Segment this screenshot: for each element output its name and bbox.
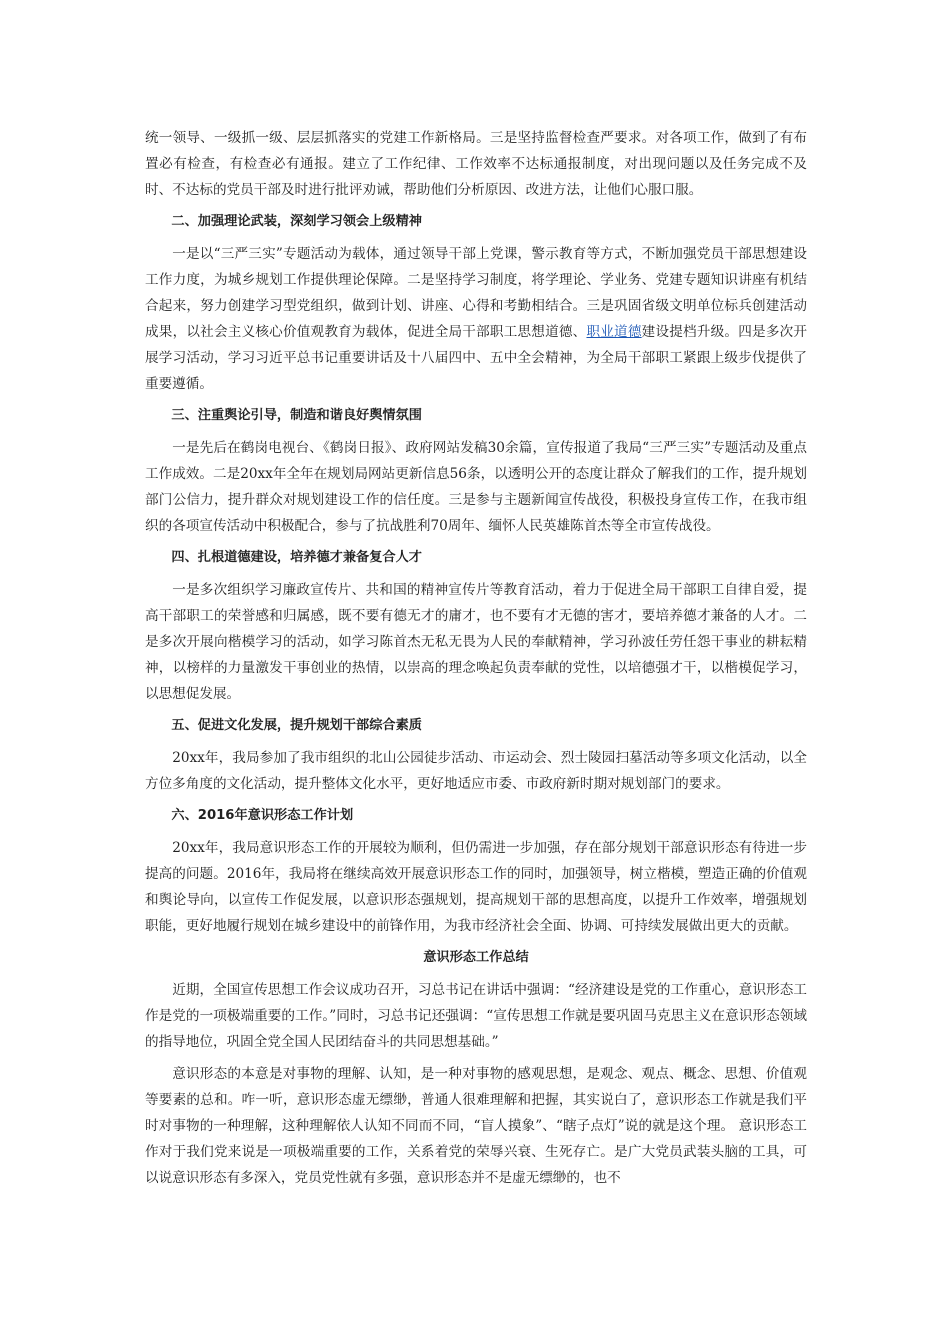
- section-heading-2: 二、加强理论武装，深刻学习领会上级精神: [171, 214, 422, 229]
- paragraph-section-6: 20xx年，我局意识形态工作的开展较为顺利，但仍需进一步加强，存在部分规划干部意识形态有待进一步提高的问题。2016年，我局将在继续高效开展意识形态工作的同时，加强领导，树立楷模，塑造正确的价值观和舆论导向，以宣传工作促发展，以意识形态强规划，提高规划干部的思想高度，以提升工作效率，增强规划职能，更好地履行规划在城乡建设中的前锋作用，为我市经济社会全面、协调、可持续发展做出更大的贡献。: [145, 840, 807, 934]
- document-page: [145, 125, 807, 1197]
- paragraph-intro: 统一领导、一级抓一级、层层抓落实的党建工作新格局。三是坚持监督检查严要求。对各项工作，做到了有布置必有检查，有检查必有通报。建立了工作纪律、工作效率不达标通报制度，对出现问题以及任务完成不及时、不达标的党员干部及时进行批评劝诫，帮助他们分析原因、改进方法，让他们心服口服。: [145, 130, 807, 198]
- paragraph-section-5: 20xx年，我局参加了我市组织的北山公园徒步活动、市运动会、烈士陵园扫墓活动等多项文化活动，以全方位多角度的文化活动，提升整体文化水平，更好地适应市委、市政府新时期对规划部门的要求。: [145, 750, 807, 792]
- paragraph-section-2-text-a: 一是以“三严三实”专题活动为载体，通过领导干部上党课，警示教育等方式，不断加强党员干部思想建设工作力度，为城乡规划工作提供理论保障。二是坚持学习制度，将学理论、学业务、党建专题知识讲座有机结合起来，努力创建学习型党组织，做到计划、讲座、心得和考勤相结合。三是巩固省级文明单位标兵创建活动成果，以社会主义核心价值观教育为载体，促进全局干部职工思想道德、: [145, 246, 807, 340]
- paragraph-section-3: 一是先后在鹤岗电视台、《鹤岗日报》、政府网站发稿30余篇，宣传报道了我局“三严三实”专题活动及重点工作成效。二是20xx年全年在规划局网站更新信息56条，以透明公开的态度让群众了解我们的工作，提升规划部门公信力，提升群众对规划建设工作的信任度。三是参与主题新闻宣传战役，积极投身宣传工作，在我市组织的各项宣传活动中积极配合，参与了抗战胜利70周年、缅怀人民英雄陈首杰等全市宣传战役。: [145, 440, 807, 534]
- document-title: 意识形态工作总结: [423, 950, 529, 965]
- link-professional-ethics[interactable]: 职业道德: [586, 324, 642, 340]
- section-heading-5: 五、促进文化发展，提升规划干部综合素质: [171, 718, 422, 733]
- section-heading-6: 六、2016年意识形态工作计划: [171, 808, 354, 823]
- paragraph-summary-2: 意识形态的本意是对事物的理解、认知，是一种对事物的感观思想，是观念、观点、概念、思想、价值观等要素的总和。咋一听，意识形态虚无缥缈，普通人很难理解和把握，其实说白了，意识形态工作就是我们平时对事物的一种理解，这种理解依人认知不同而不同，“盲人摸象”、“瞎子点灯”说的就是这个理。 意识形态工作对于我们党来说是一项极端重要的工作，关系着党的荣辱兴衰、生死存亡。是广大党员武装头脑的工具，可以说意识形态有多深入，党员党性就有多强，意识形态并不是虚无缥缈的，也不: [145, 1066, 807, 1186]
- paragraph-summary-1: 近期，全国宣传思想工作会议成功召开，习总书记在讲话中强调：“经济建设是党的工作重心，意识形态工作是党的一项极端重要的工作。”同时，习总书记还强调：“宣传思想工作就是要巩固马克思主义在意识形态领域的指导地位，巩固全党全国人民团结奋斗的共同思想基础。”: [145, 982, 807, 1050]
- paragraph-section-2: [145, 241, 807, 397]
- paragraph-section-4: 一是多次组织学习廉政宣传片、共和国的精神宣传片等教育活动，着力于促进全局干部职工自律自爱，提高干部职工的荣誉感和归属感，既不要有德无才的庸才，也不要有才无德的害才，要培养德才兼备的人才。二是多次开展向楷模学习的活动，如学习陈首杰无私无畏为人民的奉献精神，学习孙波任劳任怨干事业的耕耘精神，以榜样的力量激发干事创业的热情，以崇高的理念唤起负责奉献的党性，以培德强才干，以楷模促学习，以思想促发展。: [145, 582, 807, 702]
- section-heading-4: 四、扎根道德建设，培养德才兼备复合人才: [171, 550, 422, 565]
- section-heading-3: 三、注重舆论引导，制造和谐良好舆情氛围: [171, 408, 422, 423]
- paragraph-section-2-text-b: 建设提档升级。四是多次开展学习活动，学习习近平总书记重要讲话及十八届四中、五中全会精神，为全局干部职工紧跟上级步伐提供了重要遵循。: [145, 324, 808, 392]
